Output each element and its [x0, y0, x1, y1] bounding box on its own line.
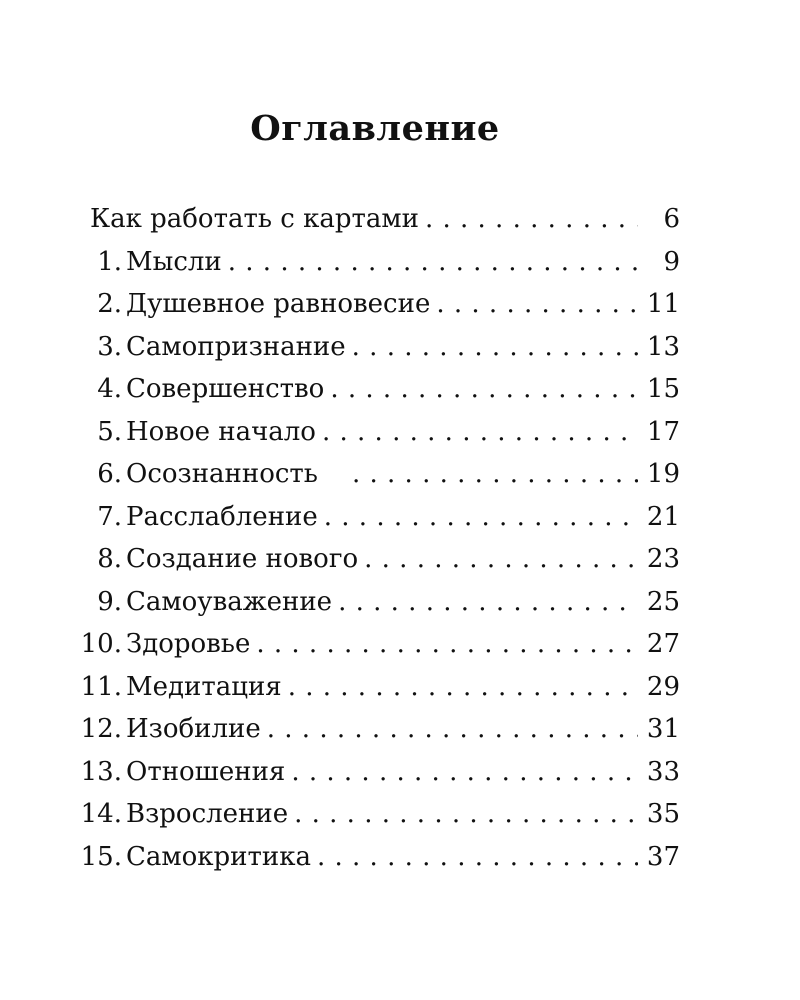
toc-leader-dots: [330, 368, 638, 411]
toc-entry-page: 21: [646, 501, 680, 532]
toc-entry-page: 33: [646, 756, 680, 787]
toc-entry-number: 14.: [80, 799, 122, 829]
toc-entry-page: 11: [646, 289, 680, 319]
toc-entry-number: 15.: [80, 841, 122, 872]
toc-entry-label: Самопризнание: [126, 331, 346, 362]
toc-entry-13: [66, 751, 680, 794]
toc-entry-page: 15: [646, 374, 680, 404]
toc-entry-6: [66, 453, 680, 496]
toc-entry-number: 13.: [80, 756, 122, 787]
toc-leader-dots: [256, 623, 638, 666]
toc-entry-7: [66, 496, 680, 539]
toc-entry-4: [66, 368, 680, 411]
toc-leader-dots: [338, 581, 638, 624]
toc-entry-label: Медитация: [126, 671, 282, 702]
toc-entry-5: [66, 411, 680, 454]
toc-entry-page: 31: [646, 714, 680, 744]
toc-entry-page: 13: [646, 331, 680, 362]
toc-leader-dots: [322, 411, 638, 454]
toc-entry-label: Новое начало: [126, 416, 316, 447]
toc-entry-page: 6: [663, 204, 680, 234]
toc-entry-label: Изобилие: [126, 714, 261, 744]
toc-entry-number: 12.: [80, 714, 122, 744]
toc-entry-9: [66, 581, 680, 624]
toc-leader-dots: [436, 283, 638, 326]
page-title: Оглавление: [250, 108, 500, 149]
toc-entry-1: [66, 241, 680, 284]
toc-entry-page: 29: [646, 671, 680, 702]
toc-entry-label: Расслабление: [126, 501, 318, 532]
toc-leader-dots: [352, 326, 638, 369]
toc-entry-14: [66, 793, 680, 836]
toc-leader-dots: [317, 836, 638, 879]
toc-entry-label: Совершенство: [126, 374, 325, 404]
toc-entry-11: [66, 666, 680, 709]
toc-entry-number: 8.: [97, 544, 122, 574]
toc-entry-page: 19: [646, 459, 680, 489]
toc-leader-dots: [425, 198, 638, 241]
toc-entry-page: 23: [646, 544, 680, 574]
toc-entry-page: 25: [646, 586, 680, 617]
toc-leader-dots: [228, 241, 638, 284]
toc-entry-number: 5.: [97, 416, 122, 447]
toc-entry-intro: [66, 198, 680, 241]
toc-leader-dots: [294, 793, 638, 836]
toc-entry-number: 2.: [97, 289, 122, 319]
toc-entry-number: 4.: [97, 374, 122, 404]
toc-entry-label: Самоуважение: [126, 586, 333, 617]
toc-leader-dots: [288, 666, 638, 709]
toc-entry-10: [66, 623, 680, 666]
toc-leader-dots: [352, 453, 638, 496]
table-of-contents: [66, 198, 680, 878]
toc-entry-number: 6.: [97, 459, 122, 489]
toc-entry-label: Взросление: [126, 799, 289, 829]
toc-entry-label: Самокритика: [126, 841, 311, 872]
toc-leader-dots: [291, 751, 638, 794]
toc-entry-number: 7.: [97, 501, 122, 532]
toc-entry-2: [66, 283, 680, 326]
toc-entry-number: 9.: [97, 586, 122, 617]
toc-entry-label: Создание нового: [126, 544, 359, 574]
toc-entry-label: Мысли: [126, 246, 222, 277]
toc-entry-15: [66, 836, 680, 879]
toc-entry-3: [66, 326, 680, 369]
toc-leader-dots: [324, 496, 638, 539]
toc-entry-number: 11.: [80, 671, 122, 702]
toc-entry-label: Отношения: [126, 756, 286, 787]
toc-leader-dots: [267, 708, 638, 751]
toc-entry-label: Душевное равновесие: [126, 289, 431, 319]
toc-entry-number: 1.: [97, 246, 122, 277]
toc-entry-label: Здоровье: [126, 629, 251, 659]
toc-entry-page: 27: [646, 629, 680, 659]
toc-entry-page: 17: [646, 416, 680, 447]
toc-entry-page: 9: [663, 246, 680, 277]
toc-entry-8: [66, 538, 680, 581]
toc-entry-number: 3.: [97, 331, 122, 362]
toc-entry-label: Осознанность: [126, 459, 318, 489]
toc-entry-label: Как работать с картами: [90, 204, 419, 234]
toc-entry-page: 35: [646, 799, 680, 829]
toc-entry-page: 37: [646, 841, 680, 872]
toc-entry-number: 10.: [80, 629, 122, 659]
toc-entry-12: [66, 708, 680, 751]
toc-leader-dots: [364, 538, 638, 581]
